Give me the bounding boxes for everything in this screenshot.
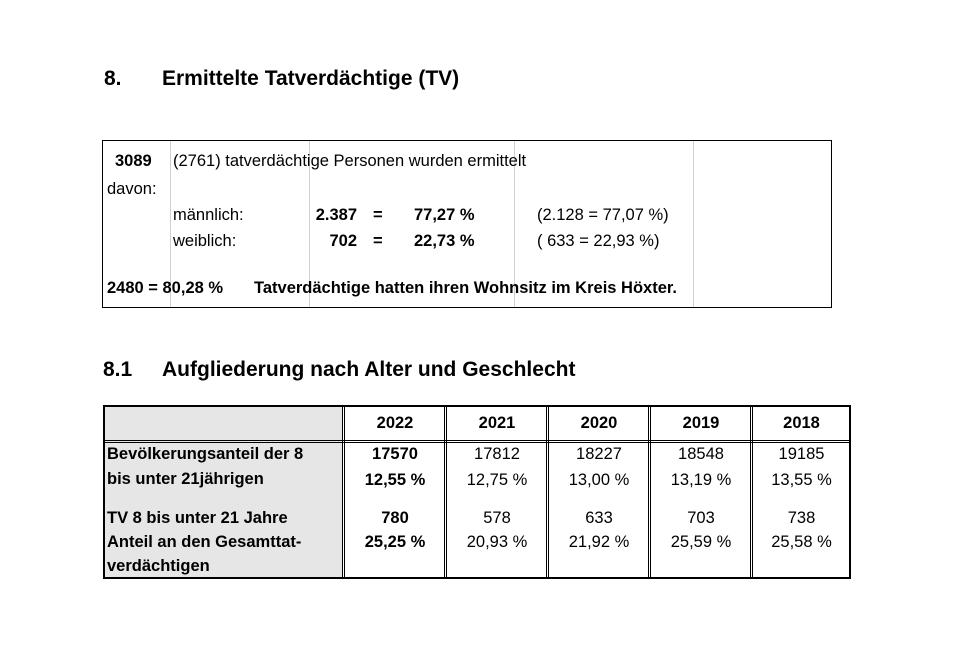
row-label: Anteil an den Gesamttat- <box>107 533 302 551</box>
table-cell: 12,55 % <box>364 471 426 489</box>
table-cell: 25,25 % <box>364 533 426 551</box>
year-header: 2022 <box>376 414 414 432</box>
header-divider <box>105 440 849 443</box>
subsection-number: 8.1 <box>103 358 133 381</box>
table-cell: 578 <box>483 509 511 527</box>
year-header: 2018 <box>783 414 820 432</box>
table-cell: 12,75 % <box>466 471 528 489</box>
female-previous: ( 633 = 22,93 %) <box>537 232 660 250</box>
section-title: Ermittelte Tatverdächtige (TV) <box>162 67 460 90</box>
residence-text: Tatverdächtige hatten ihren Wohnsitz im Kreis Höxter. <box>254 279 677 297</box>
row-label: bis unter 21jährigen <box>107 470 264 488</box>
table-cell: 703 <box>687 509 715 527</box>
male-label: männlich: <box>173 206 244 224</box>
table-cell: 13,55 % <box>771 471 832 489</box>
table-cell: 25,58 % <box>771 533 832 551</box>
male-percent: 77,27 % <box>414 206 475 224</box>
row-label: verdächtigen <box>107 557 210 575</box>
female-label: weiblich: <box>173 232 237 250</box>
male-previous: (2.128 = 77,07 %) <box>537 206 669 224</box>
table-cell: 13,00 % <box>568 471 630 489</box>
female-equals: = <box>373 232 383 250</box>
table-cell: 633 <box>585 509 613 527</box>
davon-label: davon: <box>107 180 157 198</box>
table-cell: 25,59 % <box>670 533 732 551</box>
female-percent: 22,73 % <box>414 232 475 250</box>
column-divider <box>750 407 753 577</box>
section-number: 8. <box>104 67 122 90</box>
table-cell: 780 <box>381 509 409 527</box>
tv-summary-box <box>102 140 832 308</box>
male-count: 2.387 <box>315 206 357 224</box>
column-divider <box>648 407 651 577</box>
residence-count: 2480 = 80,28 % <box>107 279 224 297</box>
subsection-title: Aufgliederung nach Alter und Geschlecht <box>162 358 576 381</box>
table-cell: 17570 <box>372 445 418 463</box>
total-suspects-text: (2761) tatverdächtige Personen wurden ermittelt <box>173 152 527 170</box>
column-divider <box>546 407 549 577</box>
table-cell: 13,19 % <box>670 471 732 489</box>
table-cell: 18227 <box>576 445 622 463</box>
table-cell: 17812 <box>474 445 520 463</box>
table-cell: 18548 <box>678 445 724 463</box>
year-header: 2019 <box>682 414 720 432</box>
table-cell: 21,92 % <box>568 533 630 551</box>
table-cell: 19185 <box>778 445 825 463</box>
year-header: 2021 <box>478 414 516 432</box>
male-equals: = <box>373 206 383 224</box>
total-suspects: 3089 <box>115 152 152 170</box>
column-divider <box>342 407 345 577</box>
table-cell: 20,93 % <box>466 533 528 551</box>
row-label: TV 8 bis unter 21 Jahre <box>107 509 288 527</box>
row-label: Bevölkerungsanteil der 8 <box>107 445 304 463</box>
column-divider <box>444 407 447 577</box>
table-cell: 738 <box>787 509 816 527</box>
year-header: 2020 <box>580 414 618 432</box>
grid-line <box>693 141 694 307</box>
age-gender-table <box>103 405 851 579</box>
female-count: 702 <box>329 232 357 250</box>
